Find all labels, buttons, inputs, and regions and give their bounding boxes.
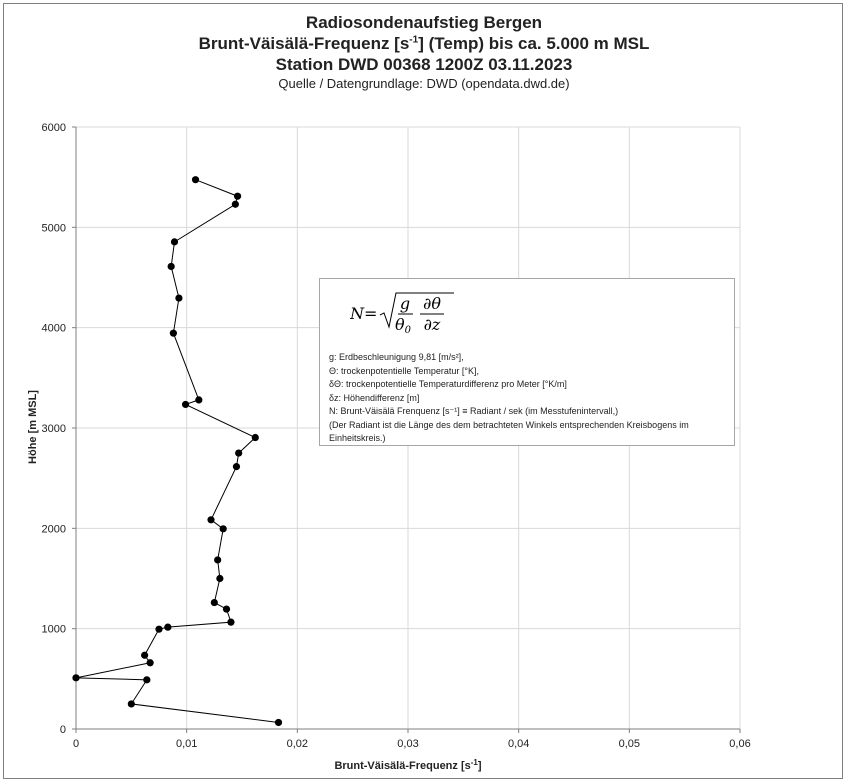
data-point [141,652,148,659]
x-tick-label: 0,02 [286,738,309,750]
x-tick-label: 0,03 [397,738,419,750]
legend-line-g: g: Erdbeschleunigung 9,81 [m/s²], [329,352,464,362]
data-point [235,449,242,456]
data-point [232,201,239,208]
data-point [220,525,227,532]
legend-text [329,351,729,446]
chart-source: Quelle / Datengrundlage: DWD (opendata.dwd.de) [278,76,570,91]
y-tick-label: 4000 [41,322,66,335]
data-point [252,434,259,441]
y-tick-label: 3000 [41,423,66,435]
y-tick-label: 5000 [41,222,66,235]
formula [350,289,460,339]
sqrt-sign [380,293,454,327]
legend-line-dtheta: δΘ: trockenpotentielle Temperaturdifferenz pro Meter [°K/m] [329,379,567,389]
formula-den1: θ0 [394,315,412,336]
x-tick-label: 0 [72,738,80,750]
data-point [214,556,221,563]
data-point [168,263,175,270]
x-tick-label: 0,04 [507,738,530,750]
data-point [207,516,214,523]
legend-line-dz: δz: Höhendifferenz [m] [329,392,420,403]
formula-lhs: N [350,304,364,323]
data-series [72,176,282,726]
data-point [182,401,189,408]
data-point [192,176,199,183]
y-tick-label: 6000 [41,122,66,134]
legend-line-n: N: Brunt-Väisälä Frenquenz [s⁻¹] ≡ Radiant / sek (im Messtufenintervall,) [329,406,619,416]
legend-line-radiant: (Der Radiant ist die Länge des dem betrachteten Winkels entsprechenden Kreisbogens im Einheitskreis.) [329,419,689,443]
data-point [216,575,223,582]
data-point [164,624,171,631]
title-line2-prefix: Brunt-Väisälä-Frequenz [s [198,34,410,53]
title-line2-sup: -1 [409,34,419,46]
legend-line-theta: Θ: trockenpotentielle Temperatur [°K], [329,365,480,376]
data-point [223,606,230,613]
data-point [233,463,240,470]
chart-title-line1: Radiosondenaufstieg Bergen [305,13,543,32]
y-tick-label: 0 [59,724,66,736]
y-axis-label: Höhe [m MSL] [27,390,39,464]
data-point [275,719,282,726]
x-tick-label: 0,05 [618,738,641,750]
data-point [128,700,135,707]
formula-equals: = [364,304,378,323]
data-point [175,294,182,301]
chart-title-line3: Station DWD 00368 1200Z 03.11.2023 [275,55,573,74]
data-point [170,330,177,337]
x-tick-label: 0,06 [729,738,751,750]
series-line [76,180,279,723]
y-tick-label: 1000 [41,623,66,636]
data-point [227,619,234,626]
y-tick-label: 2000 [41,523,66,536]
title-line2-suffix: ] (Temp) bis ca. 5.000 m MSL [418,34,650,53]
formula-num2: ∂θ [423,294,441,313]
data-point [72,674,79,681]
data-point [211,599,218,606]
x-tick-label: 0,01 [175,738,198,750]
brunt-vaisala-formula [350,289,460,339]
data-point [155,626,162,633]
data-point [143,676,150,683]
data-point [234,193,241,200]
formula-legend-box [319,278,735,446]
formula-num1: g [399,294,411,313]
x-axis-label: Brunt-Väisälä-Frequenz $[s^{-1}]$ [334,758,482,772]
data-point [147,659,154,666]
data-point [171,238,178,245]
formula-den2: ∂z [423,315,441,334]
data-point [195,396,202,403]
